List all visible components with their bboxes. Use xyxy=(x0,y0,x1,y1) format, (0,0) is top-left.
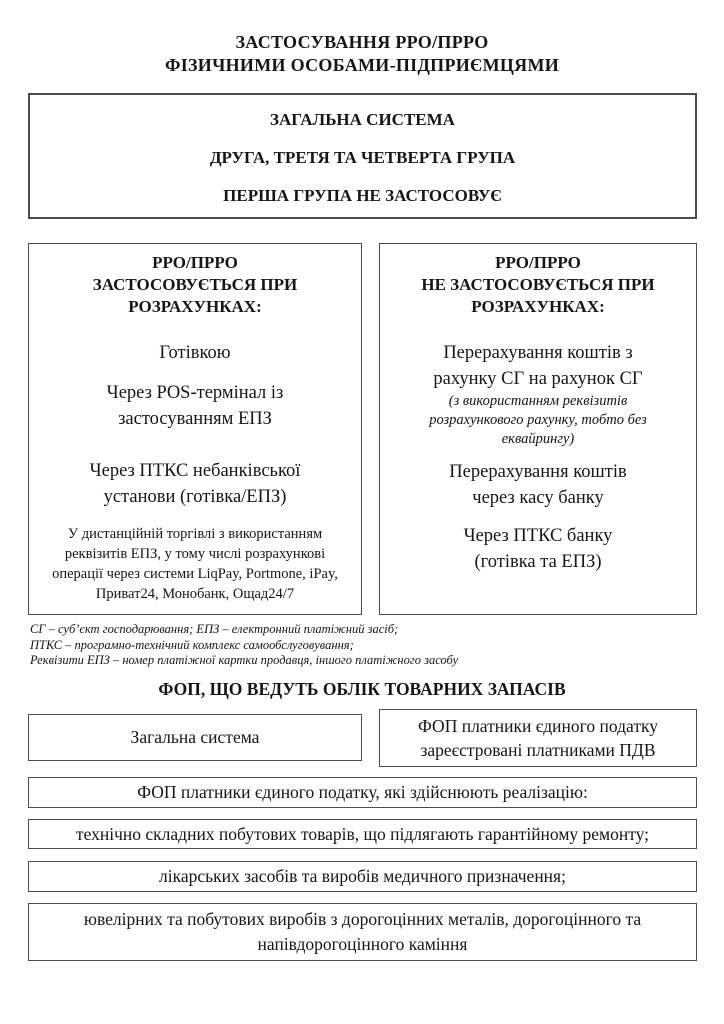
notapplies-item-transfer-line-2: рахунку СГ на рахунок СГ xyxy=(433,369,643,389)
general-system-line-3: ПЕРША ГРУПА НЕ ЗАСТОСОВУЄ xyxy=(223,186,502,205)
general-system-line-2: ДРУГА, ТРЕТЯ ТА ЧЕТВЕРТА ГРУПА xyxy=(209,148,516,167)
rro-not-applies-header-line-3: РОЗРАХУНКАХ: xyxy=(471,297,605,316)
notapplies-item-transfer-line-1: Перерахування коштів з xyxy=(443,343,633,363)
rro-applies-header-line-2: ЗАСТОСОВУЄТЬСЯ ПРИ xyxy=(92,275,298,294)
notapplies-item-transfer xyxy=(380,340,696,392)
rro-applies-header-line-1: РРО/ПРРО xyxy=(152,253,238,272)
notapplies-item-cash-desk-line-2: через касу банку xyxy=(472,488,604,508)
rro-applies-header xyxy=(29,252,361,318)
applies-item-pos-line-1: Через POS-термінал із xyxy=(106,383,284,403)
page-title-line-2: ФІЗИЧНИМИ ОСОБАМИ-ПІДПРИЄМЦЯМИ xyxy=(164,55,560,75)
fop-vat-payers-box xyxy=(379,709,697,767)
footnote-line-2: ПТКС – програмно-технічний комплекс самообслуговування; xyxy=(30,637,354,652)
medical-goods-box: лікарських засобів та виробів медичного призначення; xyxy=(28,861,697,892)
general-system-small-box: Загальна система xyxy=(28,714,362,761)
notapplies-item-bank-ptks-line-2: (готівка та ЕПЗ) xyxy=(474,552,602,572)
applies-item-ptks-line-2: установи (готівка/ЕПЗ) xyxy=(103,487,287,507)
rro-applies-box xyxy=(28,243,362,615)
abbreviation-footnotes xyxy=(30,622,590,669)
notapplies-item-bank-cash-desk xyxy=(380,459,696,511)
notapplies-item-bank-ptks-line-1: Через ПТКС банку xyxy=(463,526,613,546)
applies-item-remote-trade: У дистанційній торгівлі з використанням реквізитів ЕПЗ, у тому числі розрахункові операції через системи LiqPay, Portmone, iPay, Приват24, Монобанк, Ощад24/7 xyxy=(52,526,338,602)
jewelry-goods-box: ювелірних та побутових виробів з дорогоцінних металів, дорогоцінного та напівдорогоцінного каміння xyxy=(28,903,697,961)
fop-sellers-box: ФОП платники єдиного податку, які здійснюють реалізацію: xyxy=(28,777,697,808)
applies-item-pos-terminal xyxy=(29,380,361,432)
applies-item-ptks-line-1: Через ПТКС небанківської xyxy=(89,461,301,481)
rro-not-applies-header xyxy=(380,252,696,318)
general-system-line-1: ЗАГАЛЬНА СИСТЕМА xyxy=(270,110,455,129)
applies-item-ptks-nonbank xyxy=(29,458,361,510)
page-title-line-1: ЗАСТОСУВАННЯ РРО/ПРРО xyxy=(235,32,489,52)
technical-goods-box: технічно складних побутових товарів, що підлягають гарантійному ремонту; xyxy=(28,819,697,849)
notapplies-item-transfer-note: (з використанням реквізитів розрахункового рахунку, тобто без еквайрингу) xyxy=(429,393,647,447)
rro-not-applies-header-line-1: РРО/ПРРО xyxy=(495,253,581,272)
rro-applies-header-line-3: РОЗРАХУНКАХ: xyxy=(128,297,262,316)
footnote-line-3: Реквізити ЕПЗ – номер платіжної картки продавця, іншого платіжного засобу xyxy=(30,653,459,667)
notapplies-item-bank-ptks xyxy=(380,523,696,575)
fop-vat-payers-line-1: ФОП платники єдиного податку xyxy=(418,716,658,736)
notapplies-item-cash-desk-line-1: Перерахування коштів xyxy=(449,462,627,482)
rro-not-applies-header-line-2: НЕ ЗАСТОСОВУЄТЬСЯ ПРИ xyxy=(421,275,655,294)
rro-not-applies-box xyxy=(379,243,697,615)
section-heading: ФОП, ЩО ВЕДУТЬ ОБЛІК ТОВАРНИХ ЗАПАСІВ xyxy=(158,679,566,699)
general-system-box xyxy=(28,93,697,219)
applies-item-cash: Готівкою xyxy=(159,343,231,363)
applies-item-pos-line-2: застосуванням ЕПЗ xyxy=(118,409,272,429)
footnote-line-1: СГ – суб’єкт господарювання; ЕПЗ – електронний платіжний засіб; xyxy=(30,622,399,636)
page-title xyxy=(0,31,724,77)
fop-vat-payers-line-2: зареєстровані платниками ПДВ xyxy=(420,740,656,760)
